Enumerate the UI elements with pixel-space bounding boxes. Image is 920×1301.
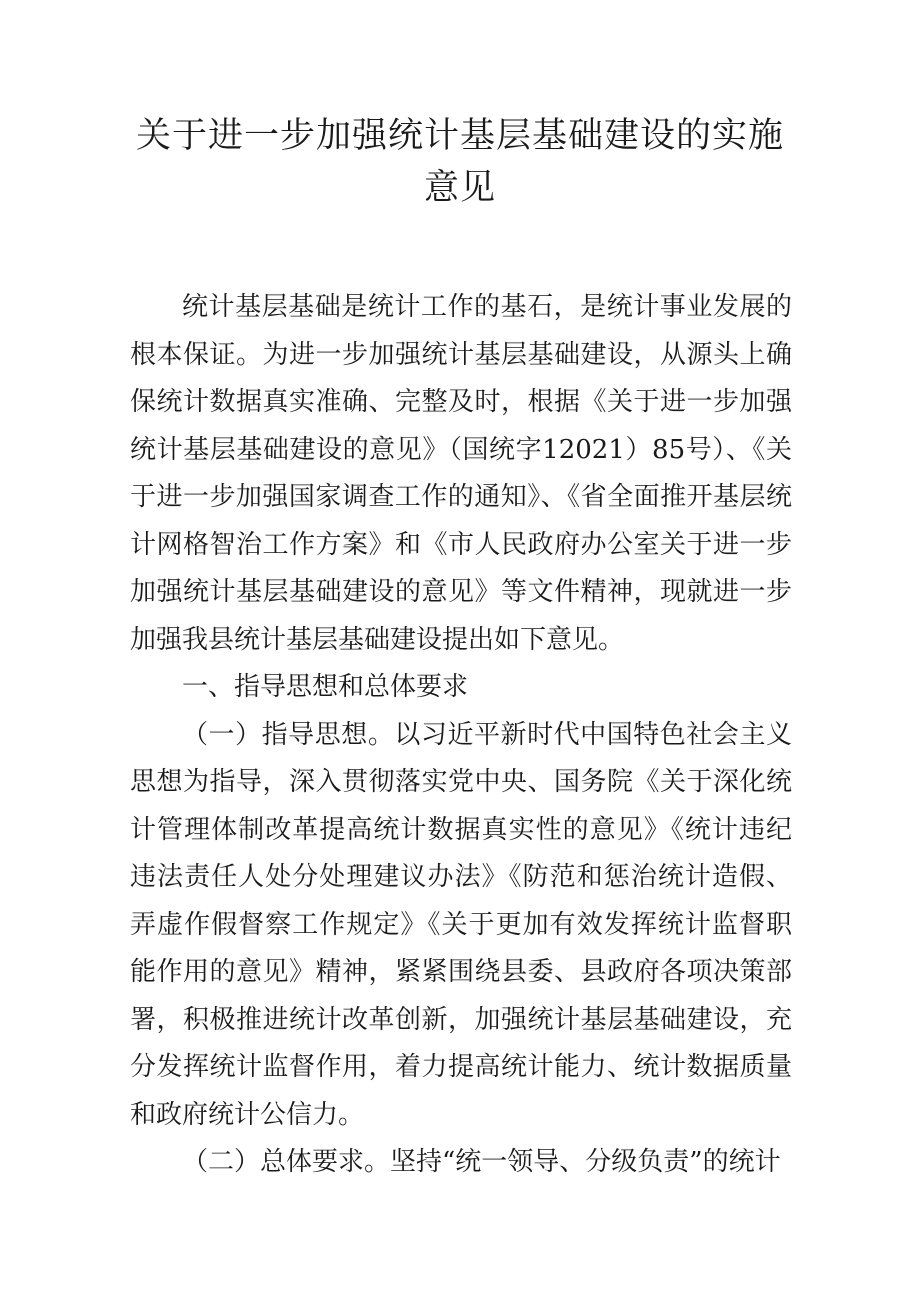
document-body: [130, 284, 792, 1187]
document-title-line-1: 关于进一步加强统计基层基础建设的实施: [135, 116, 784, 156]
document-title: [120, 110, 800, 214]
document-title-line-2: 意见: [423, 168, 496, 208]
intro-paragraph: 统计基层基础是统计工作的基石，是统计事业发展的根本保证。为进一步加强统计基层基础建设，从源头上确保统计数据真实准确、完整及时，根据《关于进一步加强统计基层基础建设的意见》（国统字12021）85号）、《关于进一步加强国家调查工作的通知》、《省全面推开基层统计网格智治工作方案》和《市人民政府办公室关于进一步加强统计基层基础建设的意见》等文件精神，现就进一步加强我县统计基层基础建设提出如下意见。: [130, 292, 792, 655]
section-heading-guiding-ideology: 一、指导思想和总体要求: [182, 672, 469, 702]
paragraph-guiding-ideology: （一）指导思想。以习近平新时代中国特色社会主义思想为指导，深入贯彻落实党中央、国务院《关于深化统计管理体制改革提高统计数据真实性的意见》《统计违纪违法责任人处分处理建议办法》《防范和惩治统计造假、弄虚作假督察工作规定》《关于更加有效发挥统计监督职能作用的意见》精神，紧紧围绕县委、县政府各项决策部署，积极推进统计改革创新，加强统计基层基础建设，充分发挥统计监督作用，着力提高统计能力、统计数据质量和政府统计公信力。: [130, 719, 792, 1130]
paragraph-general-requirements: （二）总体要求。坚持“统一领导、分级负责”的统计: [182, 1147, 781, 1177]
